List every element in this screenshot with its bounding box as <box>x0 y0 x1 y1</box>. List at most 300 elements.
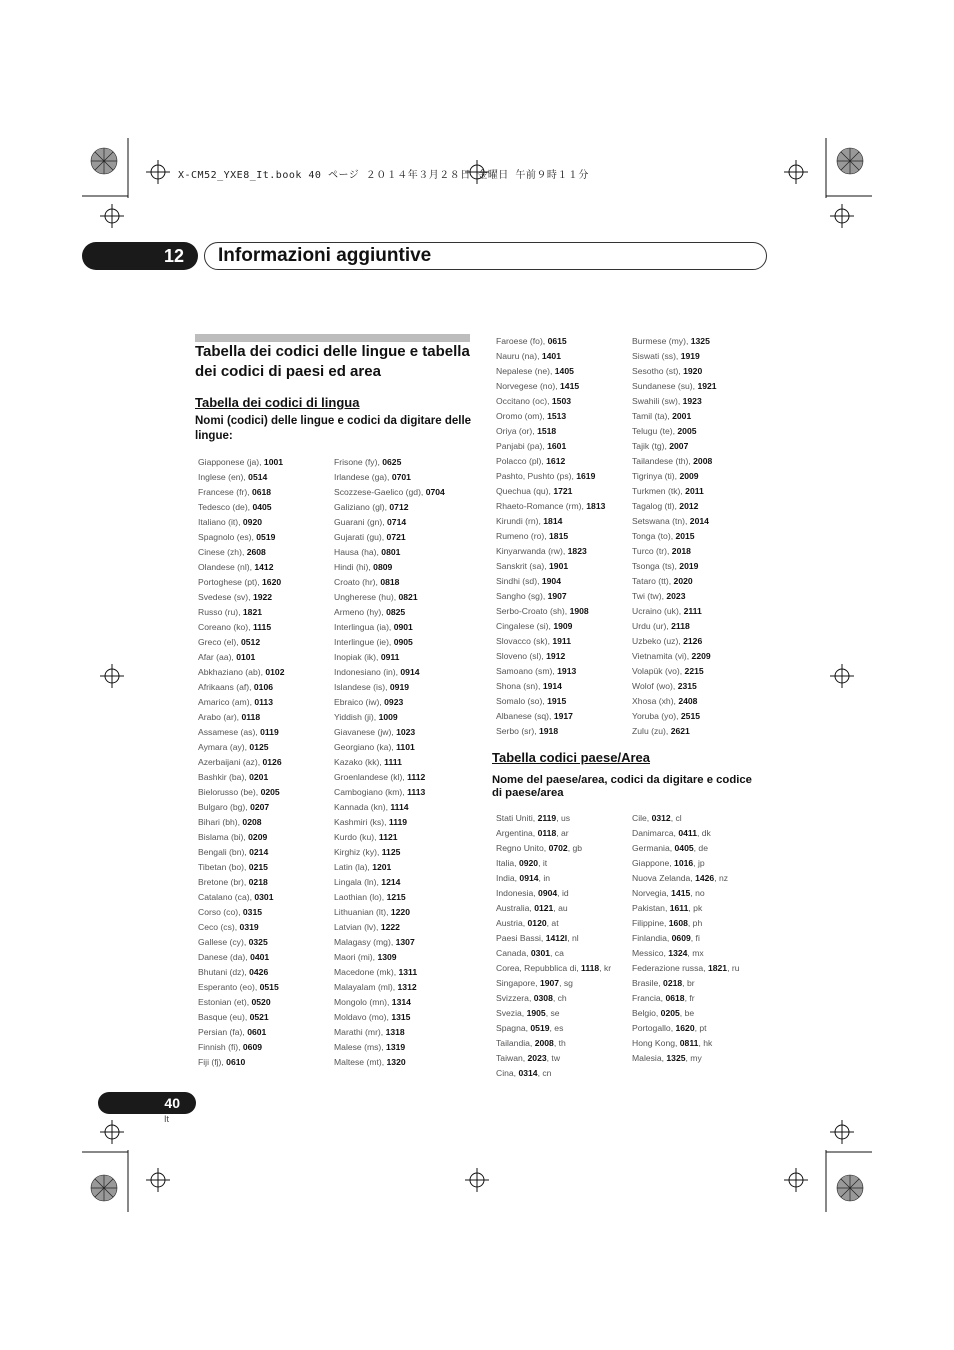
entry-code: 1314 <box>391 997 411 1007</box>
list-item <box>632 634 717 649</box>
list-item <box>496 544 605 559</box>
entry-code: 1112 <box>407 772 426 782</box>
entry-name: Tamil (ta), <box>632 411 673 421</box>
list-item <box>198 680 284 695</box>
entry-code: 1309 <box>377 952 397 962</box>
entry-name: Swahili (sw), <box>632 396 683 406</box>
entry-code: 1814 <box>543 516 563 526</box>
entry-name: Rumeno (ro), <box>496 531 550 541</box>
entry-code: 0919 <box>389 682 410 692</box>
entry-name: Austria, <box>496 918 528 928</box>
list-item <box>198 500 284 515</box>
list-item <box>632 409 717 424</box>
list-item <box>632 484 717 499</box>
entry-code: 0714 <box>387 517 407 527</box>
list-item <box>496 394 605 409</box>
list-item <box>198 950 284 965</box>
entry-name: Tsonga (ts), <box>632 561 680 571</box>
entry-code: 1917 <box>553 711 573 721</box>
list-item <box>334 800 445 815</box>
entry-name: Indonesiano (in), <box>334 667 401 677</box>
entry-code: 2015 <box>675 531 695 541</box>
language-table-description: Nomi (codici) delle lingue e codici da digitare delle lingue: <box>195 415 472 442</box>
entry-name: Giappone, <box>632 858 675 868</box>
list-item <box>632 841 740 856</box>
list-item <box>632 604 717 619</box>
entry-code: 1901 <box>549 561 569 571</box>
entry-country-code: , jp <box>693 858 705 868</box>
list-item <box>632 811 740 826</box>
entry-code: 0120 <box>527 918 547 928</box>
entry-name: Interlingua (ia), <box>334 622 394 632</box>
entry-country-code: , gb <box>567 843 583 853</box>
list-item <box>334 485 445 500</box>
entry-name: Catalano (ca), <box>198 892 255 902</box>
list-item <box>632 544 717 559</box>
list-item <box>496 871 611 886</box>
entry-name: Kashmiri (ks), <box>334 817 389 827</box>
entry-code: 0520 <box>251 997 271 1007</box>
entry-code: 2018 <box>671 546 691 556</box>
entry-code: 0811 <box>679 1038 699 1048</box>
entry-code: 1815 <box>549 531 569 541</box>
list-item <box>334 1025 445 1040</box>
entry-code: 0101 <box>236 652 256 662</box>
entry-name: Bengali (bn), <box>198 847 250 857</box>
list-item <box>334 500 445 515</box>
entry-name: Francese (fr), <box>198 487 252 497</box>
entry-code: 1222 <box>380 922 400 932</box>
list-item <box>198 590 284 605</box>
language-column-4 <box>632 334 717 739</box>
entry-code: 0923 <box>384 697 404 707</box>
entry-code: 1307 <box>395 937 415 947</box>
entry-name: Francia, <box>632 993 666 1003</box>
list-item <box>334 575 445 590</box>
list-item <box>632 976 740 991</box>
list-item <box>632 946 740 961</box>
entry-name: Islandese (is), <box>334 682 390 692</box>
entry-code: 1905 <box>526 1008 546 1018</box>
entry-name: Finlandia, <box>632 933 672 943</box>
list-item <box>334 965 445 980</box>
list-item <box>334 455 445 470</box>
entry-code: 0618 <box>251 487 272 497</box>
entry-name: Polacco (pl), <box>496 456 547 466</box>
list-item <box>496 1021 611 1036</box>
entry-code: 1821 <box>242 607 263 617</box>
entry-code: 0704 <box>425 487 445 497</box>
list-item <box>198 1010 284 1025</box>
list-item <box>334 995 445 1010</box>
entry-code: 2019 <box>679 561 699 571</box>
entry-code: 1513 <box>547 411 567 421</box>
entry-code: 0308 <box>533 993 553 1003</box>
list-item <box>334 545 445 560</box>
entry-name: Yiddish (ji), <box>334 712 379 722</box>
list-item <box>198 650 284 665</box>
entry-code: 0208 <box>242 817 262 827</box>
entry-name: Macedone (mk), <box>334 967 399 977</box>
list-item <box>632 679 717 694</box>
entry-code: 0920 <box>242 517 263 527</box>
list-item <box>198 890 284 905</box>
list-item <box>198 860 284 875</box>
entry-code: 1612 <box>546 456 566 466</box>
entry-code: 2118 <box>671 621 690 631</box>
list-item <box>632 514 717 529</box>
list-item <box>496 529 605 544</box>
entry-code: 0920 <box>518 858 539 868</box>
entry-name: Scozzese-Gaelico (gd), <box>334 487 426 497</box>
entry-name: Ucraino (uk), <box>632 606 684 616</box>
entry-name: Tajik (tg), <box>632 441 670 451</box>
entry-code: 0821 <box>398 592 418 602</box>
entry-code: 1608 <box>668 918 688 928</box>
entry-code: 1914 <box>542 681 562 691</box>
entry-name: Bretone (br), <box>198 877 249 887</box>
entry-code: 0609 <box>671 933 691 943</box>
list-item <box>496 856 611 871</box>
list-item <box>632 469 717 484</box>
entry-code: 0411 <box>678 828 697 838</box>
entry-code: 0901 <box>393 622 413 632</box>
entry-country-code: , my <box>685 1053 702 1063</box>
entry-name: Kinyarwanda (rw), <box>496 546 568 556</box>
entry-name: Portogallo, <box>632 1023 676 1033</box>
entry-name: Spagna, <box>496 1023 531 1033</box>
entry-name: Armeno (hy), <box>334 607 387 617</box>
entry-code: 1201 <box>372 862 392 872</box>
entry-code: 2009 <box>679 471 699 481</box>
entry-name: Cile, <box>632 813 652 823</box>
list-item <box>198 815 284 830</box>
entry-name: Italia, <box>496 858 519 868</box>
entry-name: Setswana (tn), <box>632 516 690 526</box>
list-item <box>334 815 445 830</box>
entry-code: 2020 <box>673 576 693 586</box>
language-column-2 <box>334 455 445 1070</box>
entry-code: 0205 <box>660 1008 680 1018</box>
entry-code: 1320 <box>386 1057 406 1067</box>
entry-code: 0914 <box>519 873 539 883</box>
entry-name: Hindi (hi), <box>334 562 374 572</box>
list-item <box>496 991 611 1006</box>
list-item <box>198 530 284 545</box>
entry-country-code: , fr <box>684 993 695 1003</box>
list-item <box>496 409 605 424</box>
entry-code: 0426 <box>249 967 269 977</box>
country-table-subtitle: Tabella codici paese/Area <box>492 750 650 765</box>
list-item <box>334 710 445 725</box>
list-item <box>632 961 740 976</box>
list-item <box>496 604 605 619</box>
entry-code: 1214 <box>381 877 401 887</box>
entry-code: 0218 <box>248 877 268 887</box>
entry-country-code: , be <box>679 1008 695 1018</box>
entry-code: 1415 <box>671 888 691 898</box>
entry-code: 0405 <box>252 502 272 512</box>
entry-name: Svedese (sv), <box>198 592 253 602</box>
entry-name: Sindhi (sd), <box>496 576 542 586</box>
entry-name: Uzbeko (uz), <box>632 636 684 646</box>
entry-code: 0601 <box>247 1027 267 1037</box>
entry-code: 2023 <box>527 1053 547 1063</box>
list-item <box>496 886 611 901</box>
entry-code: 1503 <box>551 396 572 406</box>
list-item <box>496 364 605 379</box>
entry-name: Turkmen (tk), <box>632 486 686 496</box>
entry-name: Somalo (so), <box>496 696 548 706</box>
entry-name: Malese (ms), <box>334 1042 387 1052</box>
list-item <box>496 901 611 916</box>
entry-name: Belgio, <box>632 1008 661 1018</box>
entry-name: Oriya (or), <box>496 426 538 436</box>
entry-name: Danese (da), <box>198 952 251 962</box>
list-item <box>496 589 605 604</box>
entry-code: 1311 <box>398 967 418 977</box>
list-item <box>198 620 284 635</box>
entry-name: Hausa (ha), <box>334 547 382 557</box>
list-item <box>632 499 717 514</box>
list-item <box>496 961 611 976</box>
entry-country-code: , sg <box>559 978 573 988</box>
entry-name: Tailandia, <box>496 1038 535 1048</box>
entry-name: Lithuanian (lt), <box>334 907 391 917</box>
entry-name: Kirundi (rn), <box>496 516 544 526</box>
entry-name: Singapore, <box>496 978 540 988</box>
list-item <box>496 514 605 529</box>
entry-name: Basque (eu), <box>198 1012 250 1022</box>
entry-name: Zulu (zu), <box>632 726 671 736</box>
entry-code: 2111 <box>683 606 702 616</box>
entry-name: Sanskrit (sa), <box>496 561 550 571</box>
list-item <box>198 695 284 710</box>
entry-code: 0914 <box>400 667 420 677</box>
list-item <box>496 946 611 961</box>
entry-code: 1908 <box>569 606 589 616</box>
entry-name: Taiwan, <box>496 1053 528 1063</box>
entry-name: Irlandese (ga), <box>334 472 392 482</box>
entry-name: Aymara (ay), <box>198 742 250 752</box>
entry-code: 2014 <box>689 516 709 526</box>
entry-code: 0102 <box>265 667 285 677</box>
list-item <box>334 875 445 890</box>
entry-code: 0301 <box>530 948 551 958</box>
entry-name: Portoghese (pt), <box>198 577 263 587</box>
entry-name: Latvian (lv), <box>334 922 381 932</box>
list-item <box>632 364 717 379</box>
list-item <box>496 334 605 349</box>
list-item <box>632 916 740 931</box>
entry-code: 0801 <box>381 547 401 557</box>
entry-name: Messico, <box>632 948 669 958</box>
list-item <box>496 1051 611 1066</box>
list-item <box>198 800 284 815</box>
entry-name: Volapük (vo), <box>632 666 685 676</box>
list-item <box>632 379 717 394</box>
entry-code: 0625 <box>382 457 402 467</box>
list-item <box>496 439 605 454</box>
entry-name: Siswati (ss), <box>632 351 681 361</box>
entry-name: Corso (co), <box>198 907 243 917</box>
list-item <box>496 349 605 364</box>
entry-code: 0106 <box>253 682 274 692</box>
entry-name: Nepalese (ne), <box>496 366 555 376</box>
list-item <box>632 1021 740 1036</box>
list-item <box>632 724 717 739</box>
entry-name: Bislama (bi), <box>198 832 249 842</box>
list-item <box>198 770 284 785</box>
entry-name: Marathi (mr), <box>334 1027 386 1037</box>
list-item <box>632 574 717 589</box>
entry-code: 1823 <box>567 546 587 556</box>
entry-name: Groenlandese (kl), <box>334 772 408 782</box>
list-item <box>198 935 284 950</box>
entry-name: Malayalam (ml), <box>334 982 398 992</box>
list-item <box>632 454 717 469</box>
entry-code: 0118 <box>537 828 557 838</box>
entry-name: Canada, <box>496 948 531 958</box>
entry-code: 0911 <box>380 652 400 662</box>
entry-name: Estonian (et), <box>198 997 252 1007</box>
language-table-subtitle: Tabella dei codici di lingua <box>195 395 360 410</box>
list-item <box>496 694 605 709</box>
entry-name: Sloveno (sl), <box>496 651 547 661</box>
entry-country-code: , au <box>553 903 568 913</box>
entry-code: 1405 <box>554 366 574 376</box>
list-item <box>632 529 717 544</box>
entry-name: Rhaeto-Romance (rm), <box>496 501 587 511</box>
list-item <box>496 634 605 649</box>
entry-country-code: , mx <box>687 948 704 958</box>
list-item <box>198 905 284 920</box>
entry-name: Assamese (as), <box>198 727 261 737</box>
entry-code: 1118 <box>581 963 600 973</box>
entry-code: 1401 <box>541 351 561 361</box>
entry-name: Tigrinya (ti), <box>632 471 680 481</box>
entry-country-code: , hk <box>698 1038 713 1048</box>
section-title: Tabella dei codici delle lingue e tabella dei codici di paesi ed area <box>195 343 470 380</box>
entry-name: Galiziano (gl), <box>334 502 390 512</box>
entry-country-code: , de <box>693 843 708 853</box>
entry-name: Cinese (zh), <box>198 547 247 557</box>
entry-code: 2209 <box>691 651 711 661</box>
list-item <box>198 740 284 755</box>
list-item <box>632 709 717 724</box>
entry-country-code: , se <box>545 1008 560 1018</box>
entry-code: 1619 <box>576 471 596 481</box>
entry-name: India, <box>496 873 520 883</box>
entry-code: 0319 <box>239 922 259 932</box>
entry-code: 1125 <box>381 847 401 857</box>
entry-name: Urdu (ur), <box>632 621 672 631</box>
entry-name: Oromo (om), <box>496 411 548 421</box>
entry-code: 1412 <box>254 562 274 572</box>
entry-name: Norvegese (no), <box>496 381 561 391</box>
entry-name: Croato (hr), <box>334 577 381 587</box>
list-item <box>496 454 605 469</box>
list-item <box>496 1006 611 1021</box>
list-item <box>632 931 740 946</box>
entry-code: 1101 <box>396 742 415 752</box>
list-item <box>198 1040 284 1055</box>
entry-code: 0609 <box>242 1042 263 1052</box>
list-item <box>334 950 445 965</box>
entry-name: Twi (tw), <box>632 591 667 601</box>
entry-name: Persian (fa), <box>198 1027 248 1037</box>
entry-name: Regno Unito, <box>496 843 549 853</box>
entry-name: Nauru (na), <box>496 351 542 361</box>
list-item <box>632 649 717 664</box>
entry-country-code: , ch <box>552 993 567 1003</box>
entry-code: 2007 <box>669 441 689 451</box>
country-column-1 <box>496 811 611 1081</box>
list-item <box>334 905 445 920</box>
entry-code: 1611 <box>669 903 689 913</box>
list-item <box>198 710 284 725</box>
country-column-2 <box>632 811 740 1066</box>
entry-code: 2023 <box>666 591 686 601</box>
list-item <box>496 976 611 991</box>
entry-code: 0712 <box>389 502 409 512</box>
country-table-description: Nome del paese/area, codici da digitare e codice di paese/area <box>492 774 752 799</box>
list-item <box>496 424 605 439</box>
list-item <box>198 995 284 1010</box>
entry-name: Wolof (wo), <box>632 681 678 691</box>
entry-code: 0201 <box>249 772 269 782</box>
list-item <box>334 605 445 620</box>
entry-code: 0205 <box>260 787 280 797</box>
entry-code: 0809 <box>373 562 393 572</box>
entry-country-code: , dk <box>696 828 711 838</box>
list-item <box>334 860 445 875</box>
entry-name: Bihari (bh), <box>198 817 243 827</box>
entry-code: 1909 <box>553 621 573 631</box>
list-item <box>198 605 284 620</box>
entry-country-code: , at <box>546 918 559 928</box>
list-item <box>632 559 717 574</box>
entry-name: Afrikaans (af), <box>198 682 254 692</box>
entry-name: Sangho (sg), <box>496 591 548 601</box>
entry-code: 0215 <box>248 862 268 872</box>
entry-code: 2621 <box>670 726 690 736</box>
list-item <box>632 334 717 349</box>
list-item <box>198 785 284 800</box>
entry-name: Australia, <box>496 903 535 913</box>
list-item <box>496 811 611 826</box>
list-item <box>632 991 740 1006</box>
entry-country-code: , us <box>556 813 571 823</box>
entry-name: Brasile, <box>632 978 664 988</box>
entry-code: 1913 <box>557 666 577 676</box>
entry-code: 0405 <box>674 843 694 853</box>
entry-code: 1319 <box>386 1042 406 1052</box>
entry-name: Ebraico (iw), <box>334 697 385 707</box>
list-item <box>198 635 284 650</box>
entry-code: 1325 <box>690 336 710 346</box>
entry-name: Sesotho (st), <box>632 366 684 376</box>
list-item <box>496 679 605 694</box>
entry-code: 1721 <box>553 486 573 496</box>
list-item <box>334 935 445 950</box>
list-item <box>334 470 445 485</box>
entry-code: 1426 <box>695 873 715 883</box>
entry-name: Panjabi (pa), <box>496 441 548 451</box>
entry-name: Maltese (mt), <box>334 1057 387 1067</box>
entry-name: Coreano (ko), <box>198 622 253 632</box>
list-item <box>496 709 605 724</box>
